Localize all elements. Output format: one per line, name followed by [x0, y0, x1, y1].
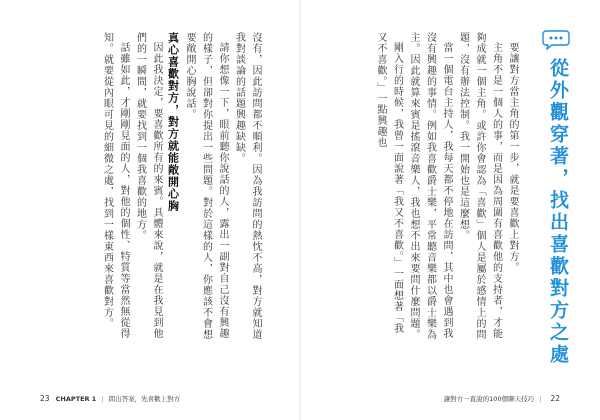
- chapter-title: 從外觀穿著，找出喜歡對方之處: [547, 58, 569, 366]
- right-body-text: [372, 32, 521, 344]
- section-heading: 真心喜歡對方，對方就能敞開心胸: [166, 32, 180, 212]
- paragraph: 主角不是一個人的事，而是因為周圍有喜歡他的支持者，才能夠成就一個主角。或許你會認為「喜歡」個人是屬於感情上的問題，沒有辦法控制。我一開始也是這麼想。: [457, 32, 502, 340]
- page-number: 23: [40, 394, 50, 403]
- paragraph: 剛入行的時候，我曾一面說著「我又不喜歡。」一面想著「我又不喜歡。」一點興趣也: [375, 32, 403, 334]
- paragraph: 當一個電台主持人，我每天都不停地在訪問，其中也會遇到我沒有興趣的事情。例如我喜歡爵士樂，平常聽音樂都以爵士樂為主。因此就算來賓是搖滾音樂人，我也想不出來要問什麼問題。: [408, 32, 452, 340]
- page-gutter: [299, 0, 301, 420]
- left-body-text: [98, 32, 263, 344]
- right-footer: [444, 394, 564, 403]
- paragraph: 話雖如此，才剛剛見面的人，對他的個性、特質等當然無從得知。就要從內眼可見的細微之處，找到一樣東西來喜歡對方。: [101, 32, 129, 339]
- paragraph: 請你想像一下，眼前聽你說話的人，露出一副對自己沒有興趣的樣子，但卻對你提出一些問題。對於這樣的人，你應該不會想要敞開心胸說話。: [184, 32, 228, 340]
- book-title: 讓對方一直說的100個聊天技巧: [443, 395, 535, 403]
- chapter-label: CHAPTER 1: [55, 395, 97, 403]
- paragraph: 因此我決定，要喜歡所有的來賓。具體來說，就是在我見到他們的一瞬間，就要找到一個我喜歡的地方。: [134, 32, 162, 339]
- page-number: 22: [550, 394, 560, 403]
- footer-separator: |: [101, 395, 104, 403]
- speech-bubble-icon: [542, 30, 570, 50]
- footer-separator: |: [539, 395, 542, 403]
- paragraph: 要讓對方當主角的第一步，就是要喜歡上對方。: [507, 42, 518, 273]
- left-footer: [36, 394, 180, 403]
- paragraph: 沒有，因此訪問都不順利。因為我訪問的熱忱不高，對方就知道我對談論的話題興趣缺缺。: [233, 32, 261, 340]
- chapter-subtitle: 問出答案，先喜歡上對方: [108, 395, 181, 403]
